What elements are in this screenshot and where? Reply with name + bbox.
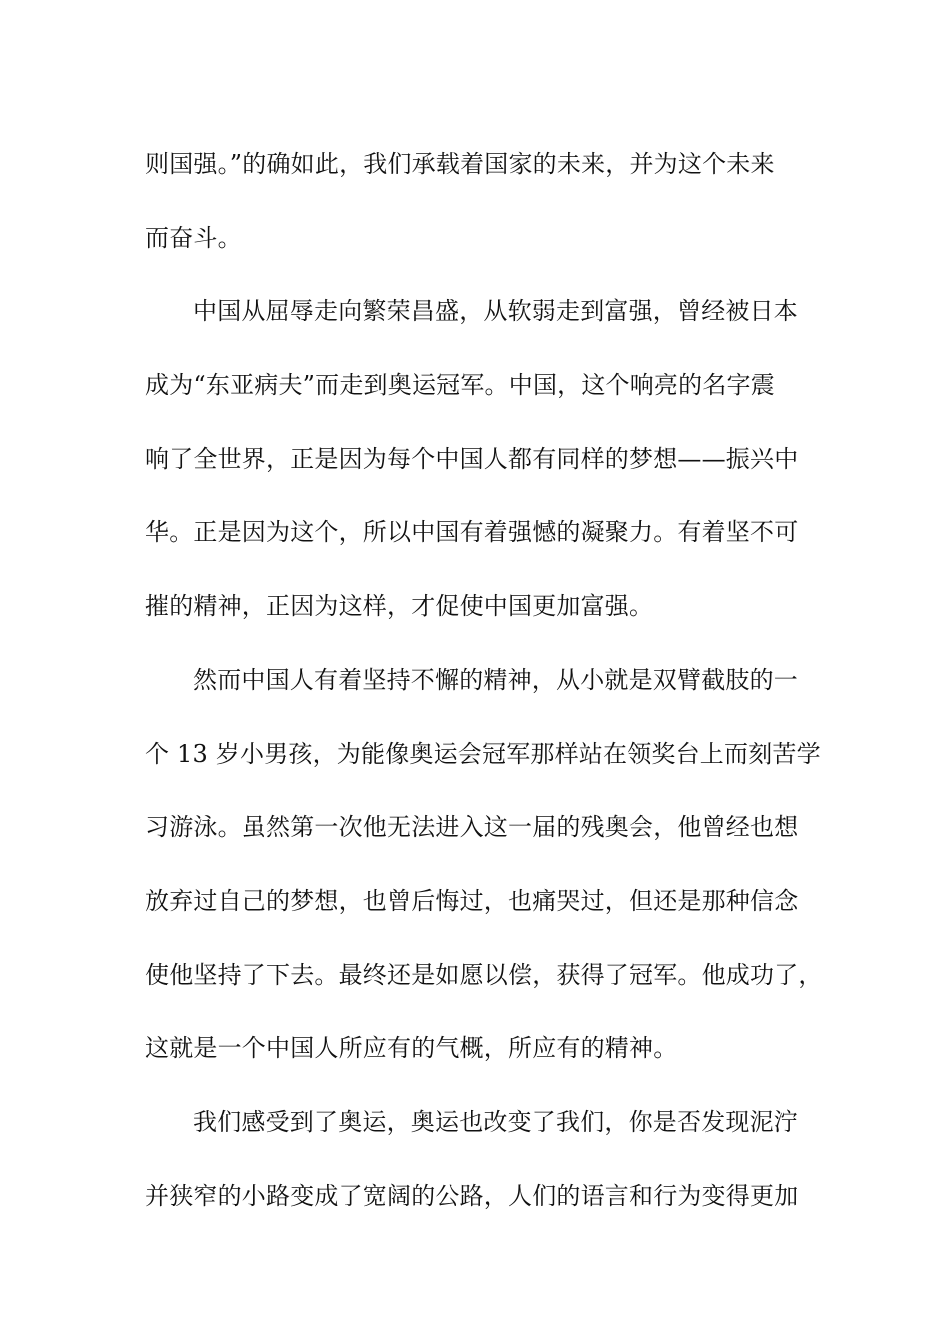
text-line: 我们感受到了奥运，奥运也改变了我们，你是否发现泥泞 [193,1107,798,1136]
document-body [145,128,825,1233]
text-line: 摧的精神，正因为这样，才促使中国更加富强。 [145,592,654,621]
text-line: 放弃过自己的梦想，也曾后悔过，也痛哭过，但还是那种信念 [145,886,799,915]
text-line: 习游泳。虽然第一次他无法进入这一届的残奥会，他曾经也想 [145,813,799,842]
text-line: 使他坚持了下去。最终还是如愿以偿，获得了冠军。他成功了， [145,960,823,989]
text-line: 然而中国人有着坚持不懈的精神，从小就是双臂截肢的一 [193,665,798,694]
text-line: 这就是一个中国人所应有的气概，所应有的精神。 [145,1034,678,1063]
text-line: 则国强。”的确如此，我们承载着国家的未来，并为这个未来 [145,150,775,178]
text-line: 中国从屈辱走向繁荣昌盛，从软弱走到富强，曾经被日本 [193,297,798,326]
text-line: 华。正是因为这个，所以中国有着强憾的凝聚力。有着坚不可 [145,518,799,547]
text-line: 并狭窄的小路变成了宽阔的公路，人们的语言和行为变得更加 [145,1181,799,1210]
text-line: 而奋斗。 [145,223,242,252]
text-line: 个 13 岁小男孩，为能像奥运会冠军那样站在领奖台上而刻苦学 [145,739,821,768]
text-line: 成为“东亚病夫”而走到奥运冠军。中国，这个响亮的名字震 [145,371,775,400]
text-line: 响了全世界，正是因为每个中国人都有同样的梦想——振兴中 [145,444,799,473]
